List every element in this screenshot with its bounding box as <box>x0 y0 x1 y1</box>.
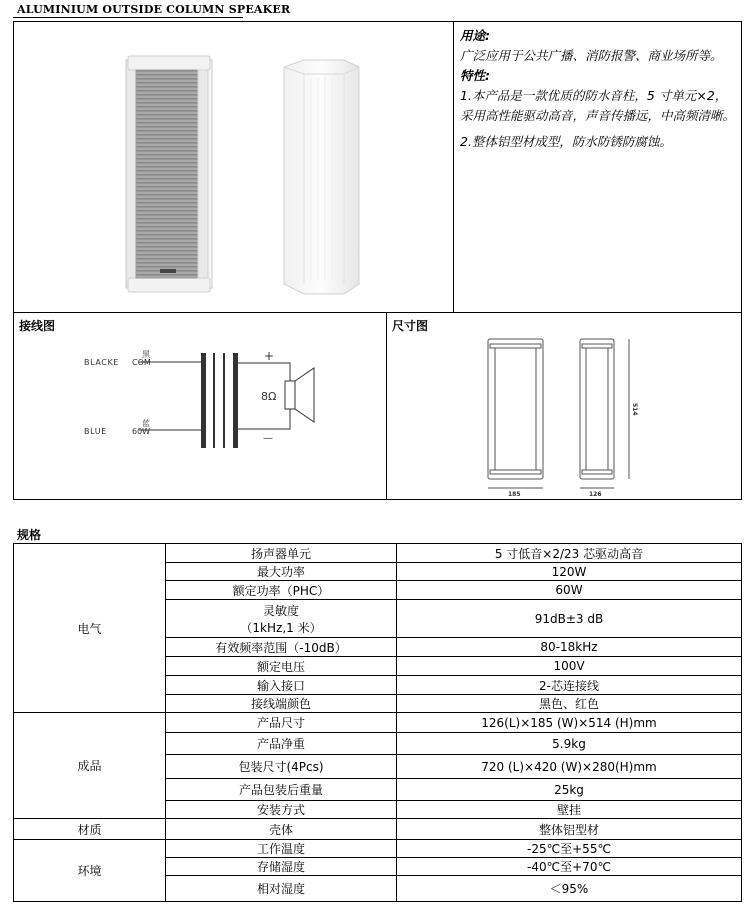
param-cell: 有效频率范围（-10dB） <box>166 638 397 657</box>
60w-terminal-label: 60W <box>132 427 151 436</box>
category-environment: 环境 <box>14 840 166 902</box>
value-cell: 120W <box>397 563 742 581</box>
speaker-symbol-icon <box>285 368 314 422</box>
feature-2: 2.整体铝型材成型，防水防锈防腐蚀。 <box>460 134 672 149</box>
table-row <box>14 544 742 563</box>
spec-table <box>13 543 742 902</box>
param-cell: 额定功率（PHC） <box>166 581 397 600</box>
param-cell: 额定电压 <box>166 657 397 676</box>
speaker-rear-view <box>284 60 359 294</box>
usage-heading: 用途: <box>460 28 490 43</box>
value-cell: 黑色、红色 <box>397 695 742 713</box>
wiring-diagram <box>14 313 386 499</box>
com-terminal-label: COM <box>132 358 151 367</box>
value-cell: 91dB±3 dB <box>397 600 742 638</box>
value-cell: 2-芯连接线 <box>397 676 742 695</box>
blue-wire-label: BLUE <box>84 427 107 436</box>
param-cell: 最大功率 <box>166 563 397 581</box>
dimension-heading: 尺寸图 <box>392 319 429 333</box>
table-row <box>14 819 742 840</box>
usage-features-panel <box>453 21 742 313</box>
param-cell: 包装尺寸(4Pcs) <box>166 755 397 779</box>
table-row <box>14 840 742 858</box>
spec-heading: 规格 <box>17 528 42 542</box>
dimension-drawing <box>387 313 741 499</box>
value-cell: 80-18kHz <box>397 638 742 657</box>
param-line: 灵敏度 <box>262 603 299 618</box>
blue-wire-cn: 蓝 <box>142 419 150 428</box>
plus-terminal: + <box>264 349 275 363</box>
usage-text: 广泛应用于公共广播、消防报警、商业场所等。 <box>460 48 723 63</box>
param-cell: 输入接口 <box>166 676 397 695</box>
value-cell: 整体铝型材 <box>397 819 742 840</box>
wiring-heading: 接线图 <box>19 319 56 333</box>
black-wire-cn: 黑 <box>142 350 150 359</box>
value-cell: 25kg <box>397 779 742 801</box>
depth-dimension: 126 <box>589 491 602 498</box>
param-cell: 扬声器单元 <box>166 544 397 563</box>
category-product: 成品 <box>14 713 166 819</box>
speaker-front-view <box>126 56 212 292</box>
feature-1: 1.本产品是一款优质的防水音柱，5 寸单元×2，采用高性能驱动高音，声音传播远，中高频清晰。 <box>460 88 736 123</box>
minus-terminal: — <box>263 433 273 444</box>
param-cell: 壳体 <box>166 819 397 840</box>
param-cell: 产品尺寸 <box>166 713 397 733</box>
value-cell: 60W <box>397 581 742 600</box>
value-cell: 5.9kg <box>397 733 742 755</box>
dimension-front-view <box>488 339 543 479</box>
param-cell: 工作温度 <box>166 840 397 858</box>
black-wire-label: BLACKE <box>84 358 119 367</box>
param-cell: 产品包装后重量 <box>166 779 397 801</box>
value-cell: -25℃至+55℃ <box>397 840 742 858</box>
value-cell: 5 寸低音×2/23 芯驱动高音 <box>397 544 742 563</box>
title-underline <box>13 17 243 18</box>
value-cell: ＜95% <box>397 876 742 902</box>
param-cell: 安装方式 <box>166 801 397 819</box>
table-row <box>14 713 742 733</box>
document-title: ALUMINIUM OUTSIDE COLUMN SPEAKER <box>17 3 291 16</box>
param-cell: 产品净重 <box>166 733 397 755</box>
value-cell: -40℃至+70℃ <box>397 858 742 876</box>
transformer-secondary <box>233 353 238 448</box>
category-electrical: 电气 <box>14 544 166 713</box>
value-cell: 壁挂 <box>397 801 742 819</box>
value-cell: 100V <box>397 657 742 676</box>
value-cell: 126(L)×185 (W)×514 (H)mm <box>397 713 742 733</box>
param-cell <box>166 600 397 638</box>
dimension-drawing-panel <box>386 312 742 500</box>
param-cell: 接线端颜色 <box>166 695 397 713</box>
param-cell: 存储湿度 <box>166 858 397 876</box>
impedance-label: 8Ω <box>261 390 277 403</box>
product-photo-panel <box>13 21 454 313</box>
height-dimension: 514 <box>631 403 638 416</box>
category-material: 材质 <box>14 819 166 840</box>
value-cell: 720 (L)×420 (W)×280(H)mm <box>397 755 742 779</box>
param-cell: 相对湿度 <box>166 876 397 902</box>
wiring-diagram-panel <box>13 312 387 500</box>
transformer-primary <box>201 353 206 448</box>
param-line: （1kHz,1 米） <box>240 620 322 635</box>
width-dimension: 185 <box>508 491 521 498</box>
dimension-side-view <box>580 339 614 479</box>
product-photo <box>14 22 453 312</box>
features-heading: 特性: <box>460 68 490 83</box>
